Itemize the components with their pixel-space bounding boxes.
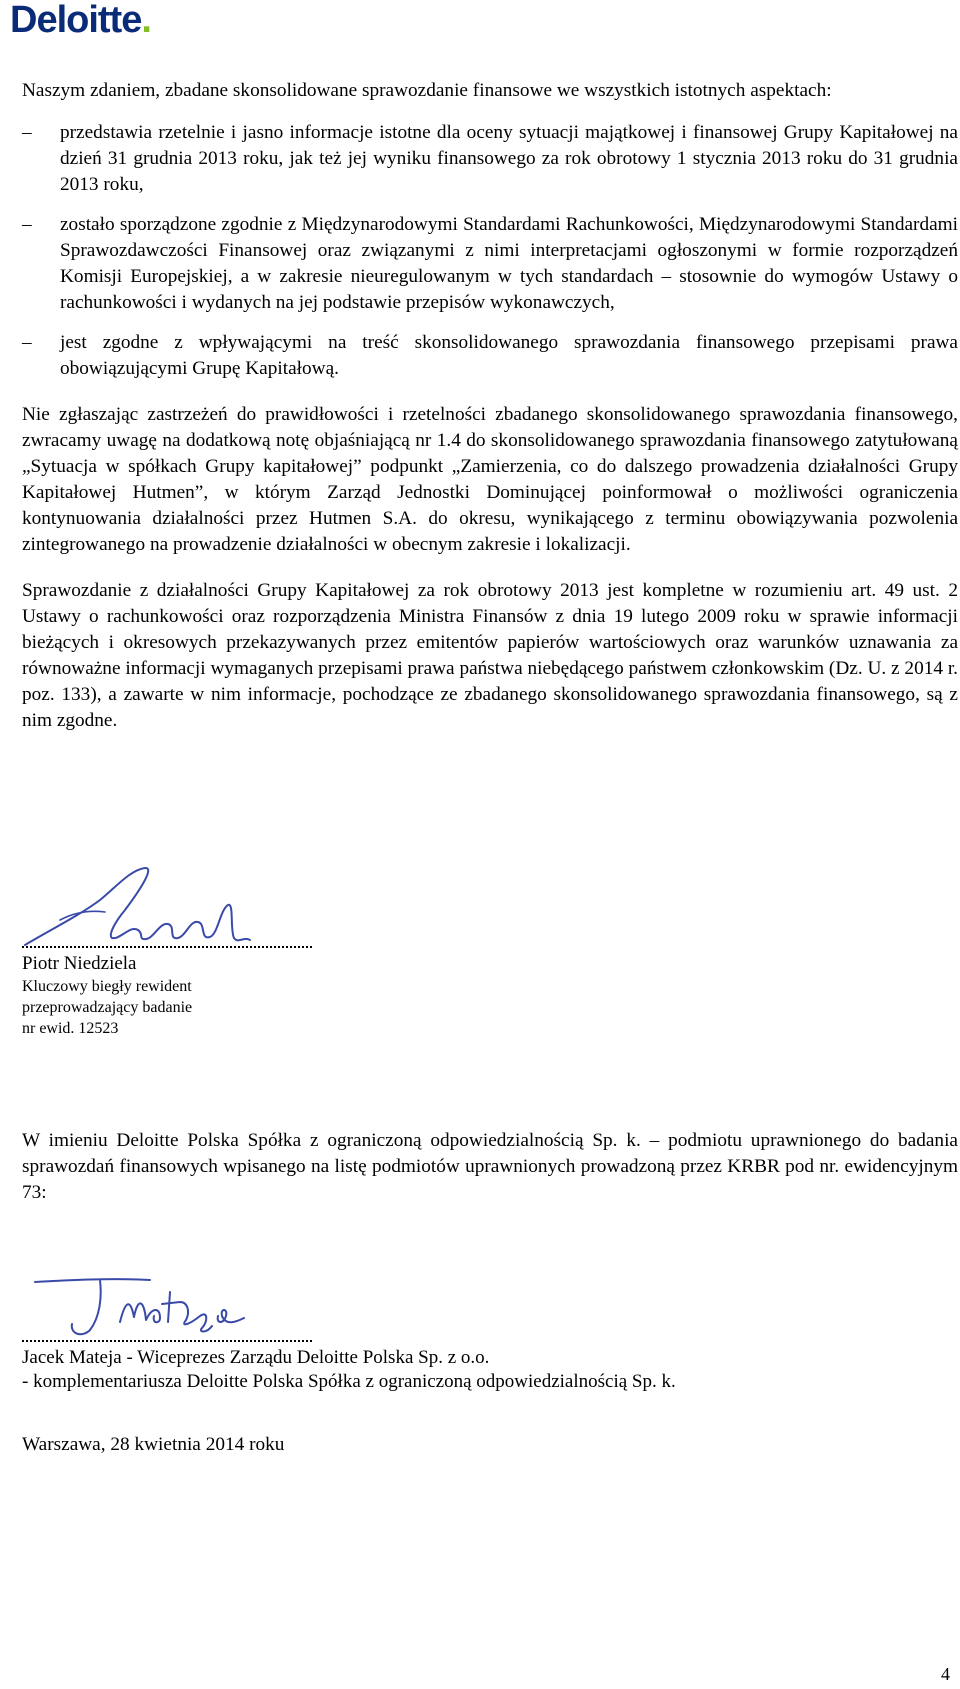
opinion-item-text: jest zgodne z wpływającymi na treść skonsolidowanego sprawozdania finansowego przepisami prawa obowiązującymi Grupę Kapitałową. [60,332,958,379]
dash-bullet: – [22,214,32,235]
opinion-item [22,330,958,382]
opinion-item-text: przedstawia rzetelnie i jasno informacje istotne dla oceny sytuacji majątkowej i finansowej Grupy Kapitałowej na dzień 31 grudnia 2013 roku, jak też jej wyniku finansowego za rok obrotowy 1 stycznia 2013 roku do 31 grudnia 2013 roku, [60,122,958,195]
opinion-item [22,212,958,316]
auditor-role-line2: przeprowadzający badanie [22,999,193,1016]
signatory-block [22,1346,958,1394]
signatory-signature [30,1272,260,1340]
auditor-reg-no: nr ewid. 12523 [22,1020,119,1037]
opinion-intro: Naszym zdaniem, zbadane skonsolidowane sprawozdanie finansowe we wszystkich istotnych aspektach: [22,80,832,101]
page-number: 4 [941,1664,950,1684]
opinion-item [22,120,958,198]
opinion-item-text: zostało sporządzone zgodnie z Międzynarodowymi Standardami Rachunkowości, Międzynarodowymi Standardami Sprawozdawczości Finansowej oraz związanymi z nimi interpretacjami ogłoszonymi w formie rozporządzeń Komisji Europejskiej, a w zakresie nieuregulowanym w tych standardach – stosownie do wymogów Ustawy o rachunkowości i wydanych na jej podstawie przepisów wykonawczych, [60,214,958,313]
auditor-signature [20,860,260,960]
place-and-date: Warszawa, 28 kwietnia 2014 roku [22,1434,285,1455]
logo-text: Deloitte [10,0,142,41]
logo-dot: . [141,0,151,41]
auditor-role-line1: Kluczowy biegły rewident [22,978,192,995]
signatory-line1: Jacek Mateja - Wiceprezes Zarządu Deloitte Polska Sp. z o.o. [22,1347,490,1368]
dash-bullet: – [22,332,32,353]
firm-paragraph: W imieniu Deloitte Polska Spółka z ograniczoną odpowiedzialnością Sp. k. – podmiotu uprawnionego do badania sprawozdań finansowych wpisanego na listę podmiotów uprawnionych prowadzoną przez KRBR pod nr. ewidencyjnym 73: [22,1130,958,1203]
emphasis-of-matter-paragraph: Nie zgłaszając zastrzeżeń do prawidłowości i rzetelności zbadanego skonsolidowanego sprawozdania finansowego, zwracamy uwagę na dodatkową notę objaśniającą nr 1.4 do skonsolidowanego sprawozdania finansowego zatytułowaną „Sytuacja w spółkach Grupy kapitałowej” podpunkt „Zamierzenia, co do dalszego prowadzenia działalności Grupy Kapitałowej Hutmen”, w którym Zarząd Jednostki Dominującej poinformował o możliwości ograniczenia kontynuowania działalności przez Hutmen S.A. do okresu, wynikającego z terminu obowiązywania pozwolenia zintegrowanego na prowadzenie działalności w obecnym zakresie i lokalizacji. [22,404,958,555]
auditor-name: Piotr Niedziela [22,953,137,974]
opinion-list [22,120,958,382]
signatory-line2: - komplementariusza Deloitte Polska Spółka z ograniczoną odpowiedzialnością Sp. k. [22,1371,676,1392]
auditor-block [22,952,322,1039]
dash-bullet: – [22,122,32,143]
deloitte-logo [10,0,151,40]
signatory-signature-line [22,1340,312,1342]
auditor-signature-line [22,946,312,948]
directors-report-paragraph: Sprawozdanie z działalności Grupy Kapitałowej za rok obrotowy 2013 jest kompletne w rozumieniu art. 49 ust. 2 Ustawy o rachunkowości oraz rozporządzenia Ministra Finansów z dnia 19 lutego 2009 roku w sprawie informacji bieżących i okresowych przekazywanych przez emitentów papierów wartościowych oraz warunków uznawania za równoważne informacji wymaganych przepisami prawa państwa niebędącego państwem członkowskim (Dz. U. z 2014 r. poz. 133), a zawarte w nim informacje, pochodzące ze zbadanego skonsolidowanego sprawozdania finansowego, są z nim zgodne. [22,580,958,731]
report-body [22,78,958,734]
